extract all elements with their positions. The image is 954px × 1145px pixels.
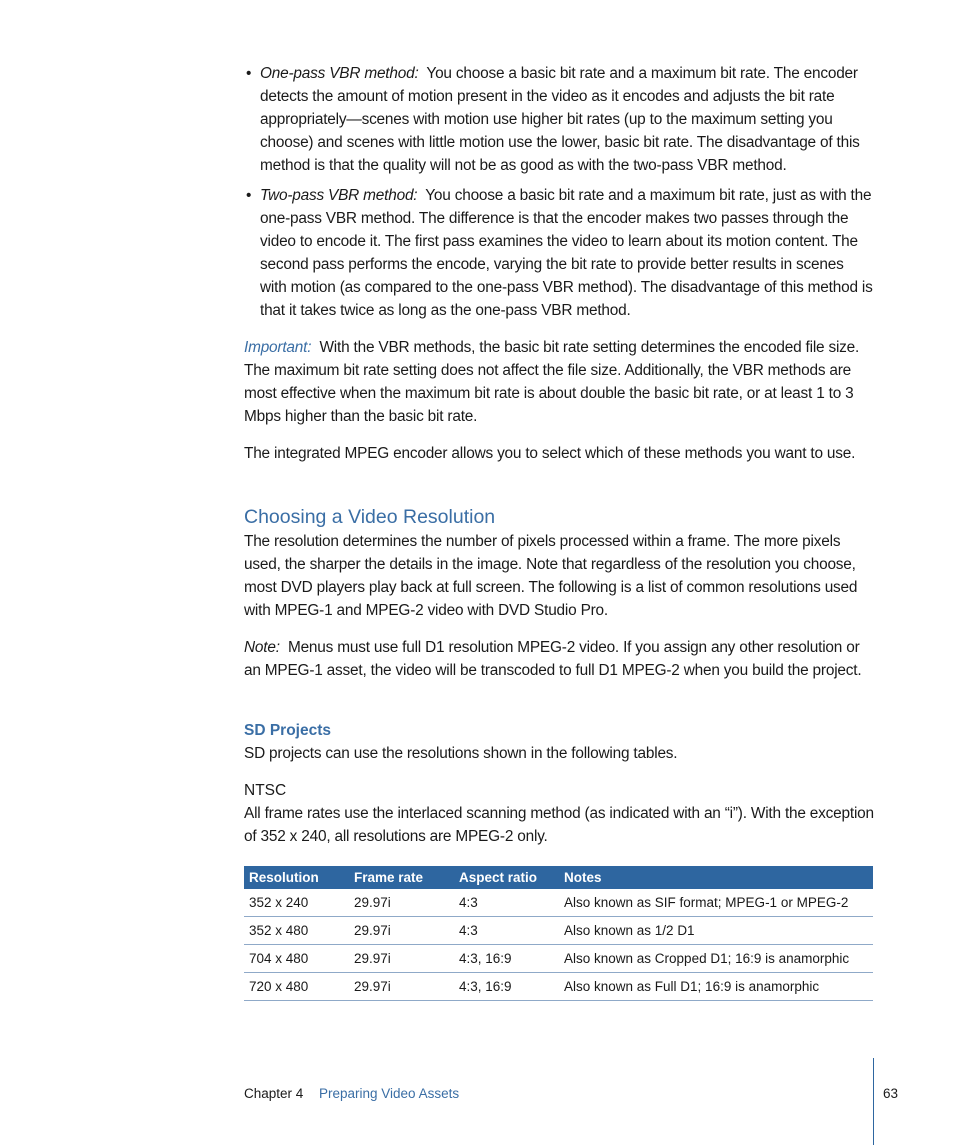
important-label: Important: xyxy=(244,339,312,356)
cell: 29.97i xyxy=(349,917,454,945)
bullet-one-pass-vbr xyxy=(246,62,874,177)
cell: Also known as Cropped D1; 16:9 is anamorphic xyxy=(559,945,873,973)
cell: Also known as 1/2 D1 xyxy=(559,917,873,945)
cell: 704 x 480 xyxy=(244,945,349,973)
cell: Also known as SIF format; MPEG-1 or MPEG-2 xyxy=(559,889,873,917)
footer-chapter-title: Preparing Video Assets xyxy=(319,1086,460,1101)
header-aspect-ratio: Aspect ratio xyxy=(454,866,559,889)
resolution-paragraph: The resolution determines the number of pixels processed within a frame. The more pixels used, the sharper the details in the image. Note that regardless of the resolution you choose, most DVD players play back at full screen. The following is a list of common resolutions used with MPEG-1 and MPEG-2 video with DVD Studio Pro. xyxy=(244,533,858,619)
table-row xyxy=(244,889,873,917)
bullet-term: Two-pass VBR method: xyxy=(260,187,418,204)
cell: Also known as Full D1; 16:9 is anamorphic xyxy=(559,973,873,1001)
cell: 4:3, 16:9 xyxy=(454,945,559,973)
ntsc-heading: NTSC xyxy=(244,782,287,799)
table-row xyxy=(244,973,873,1001)
important-note xyxy=(244,336,874,428)
footer-chapter: Chapter 4 xyxy=(244,1086,304,1101)
bullet-two-pass-vbr xyxy=(246,184,874,322)
page-number: 63 xyxy=(883,1086,899,1101)
bullet-term: One-pass VBR method: xyxy=(260,65,419,82)
cell: 29.97i xyxy=(349,973,454,1001)
header-frame-rate: Frame rate xyxy=(349,866,454,889)
ntsc-paragraph: All frame rates use the interlaced scanning method (as indicated with an “i”). With the exception of 352 x 240, all resolutions are MPEG-2 only. xyxy=(244,805,874,845)
bullet-icon: • xyxy=(246,65,252,82)
section-heading: Choosing a Video Resolution xyxy=(244,506,496,528)
integrated-paragraph: The integrated MPEG encoder allows you to select which of these methods you want to use. xyxy=(244,445,856,462)
footer-divider xyxy=(873,1058,874,1145)
note-text: Menus must use full D1 resolution MPEG-2 video. If you assign any other resolution or an MPEG-1 asset, the video will be transcoded to full D1 MPEG-2 when you build the project. xyxy=(244,639,862,679)
cell: 29.97i xyxy=(349,889,454,917)
cell: 29.97i xyxy=(349,945,454,973)
cell: 352 x 480 xyxy=(244,917,349,945)
note xyxy=(244,636,874,682)
table-row xyxy=(244,945,873,973)
table-header-row xyxy=(244,866,873,889)
sd-projects-heading: SD Projects xyxy=(244,722,332,739)
ntsc-resolution-table xyxy=(244,866,873,1001)
bullet-icon: • xyxy=(246,187,252,204)
header-resolution: Resolution xyxy=(244,866,349,889)
bullet-text: You choose a basic bit rate and a maximum bit rate. The encoder detects the amount of motion present in the video as it encodes and adjusts the bit rate appropriately—scenes with motion use higher bit rates (up to the maximum setting you choose) and scenes with little motion use the lower, basic bit rate. The disadvantage of this method is that the quality will not be as good as with the two-pass VBR method. xyxy=(260,65,860,174)
important-text: With the VBR methods, the basic bit rate setting determines the encoded file size. The maximum bit rate setting does not affect the file size. Additionally, the VBR methods are most effective when the maximum bit rate is about double the basic bit rate, or at least 1 to 3 Mbps higher than the basic bit rate. xyxy=(244,339,860,425)
cell: 4:3, 16:9 xyxy=(454,973,559,1001)
cell: 4:3 xyxy=(454,889,559,917)
bullet-text: You choose a basic bit rate and a maximum bit rate, just as with the one-pass VBR method. The difference is that the encoder makes two passes through the video to encode it. The first pass examines the video to learn about its motion content. The second pass performs the encode, varying the bit rate to provide better results in scenes with motion (as compared to the one-pass VBR method). The disadvantage of this method is that it takes twice as long as the one-pass VBR method. xyxy=(260,187,873,319)
cell: 4:3 xyxy=(454,917,559,945)
header-notes: Notes xyxy=(559,866,873,889)
cell: 720 x 480 xyxy=(244,973,349,1001)
table-row xyxy=(244,917,873,945)
sd-paragraph: SD projects can use the resolutions shown in the following tables. xyxy=(244,745,678,762)
note-label: Note: xyxy=(244,639,280,656)
cell: 352 x 240 xyxy=(244,889,349,917)
